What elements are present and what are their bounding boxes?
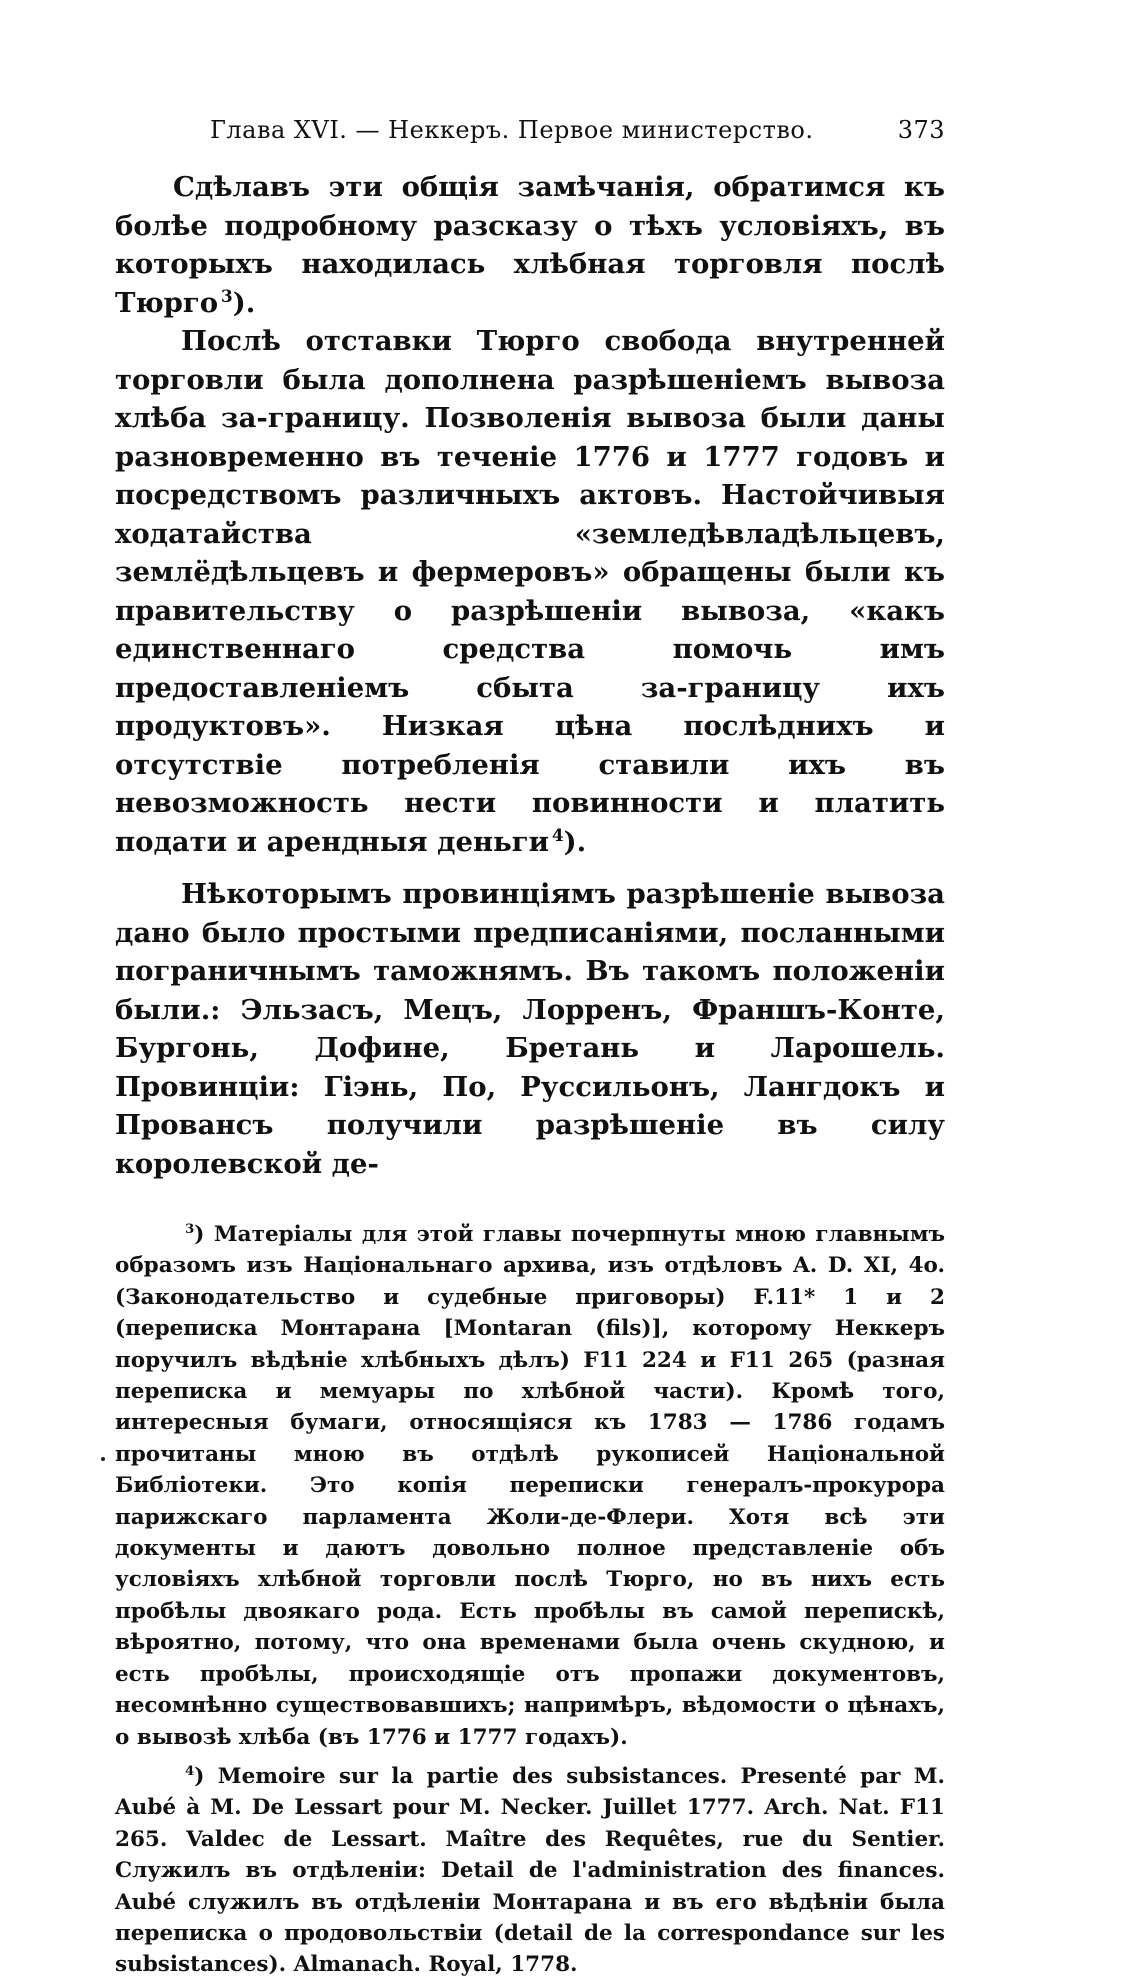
paragraph: [115, 875, 945, 1183]
paragraph-tail: ).: [563, 825, 587, 858]
main-text: [115, 168, 945, 1183]
paragraph: [115, 168, 945, 322]
chapter-title: Глава XVI. — Неккеръ. Первое министерство.: [210, 116, 814, 144]
paragraph-text: Нѣкоторымъ провинціямъ разрѣшеніе вывоза дано было простыми предписаніями, посланными пограничнымъ таможнямъ. Въ такомъ положеніи были.: Эльзасъ, Мецъ, Лорренъ, Франшъ-Конте, Бургонь, Дофине, Бретань и Ларошель. Провинціи: Гіэнь, По, Руссильонъ, Лангдокъ и Провансъ получили разрѣшеніе въ силу королевской де-: [115, 878, 945, 1180]
footnote: [115, 1761, 945, 1981]
footnote-ref: 3: [220, 286, 233, 307]
paragraph-tail: ).: [232, 286, 256, 319]
footnote-text: ) Матеріалы для этой главы почерпнуты мною главнымъ образомъ изъ Національнаго архива, изъ отдѣловъ A. D. XI, 4o. (Законодательство и судебные приговоры) F.11* 1 и 2 (переписка Монтарана [Montaran (fils)], которому Неккеръ поручилъ вѣдѣніе хлѣбныхъ дѣлъ) F11 224 и F11 265 (разная переписка и мемуары по хлѣбной части). Кромѣ того, интересныя бумаги, относящіяся къ 1783 — 1786 годамъ прочитаны мною въ отдѣлѣ рукописей Національной Библіотеки. Это копія переписки генералъ-прокурора парижскаго парламента Жоли-де-Флери. Хотя всѣ эти документы и даютъ довольно полное представленіе объ условіяхъ хлѣбной торговли послѣ Тюрго, но въ нихъ есть пробѣлы двоякаго рода. Есть пробѣлы въ самой перепискѣ, вѣроятно, потому, что она временами была очень скудною, и есть пробѣлы, происходящіе отъ пропажи документовъ, несомнѣнно существовавшихъ; напримѣръ, вѣдомости о цѣнахъ, о вывозѣ хлѣба (въ 1776 и 1777 годахъ).: [115, 1222, 945, 1750]
ink-speck: [101, 1457, 105, 1461]
running-header: [115, 100, 945, 144]
footnote-mark: 3: [185, 1220, 195, 1237]
footnotes: [115, 1219, 945, 1981]
paragraph-text: Сдѣлавъ эти общія замѣчанія, обратимся къ болѣе подробному разсказу о тѣхъ условіяхъ, въ которыхъ находилась хлѣбная торговля послѣ Тюрго: [115, 171, 945, 319]
paragraph-text: Послѣ отставки Тюрго свобода внутренней торговли была дополнена разрѣшеніемъ вывоза хлѣба за-границу. Позволенія вывоза были даны разновременно въ теченіе 1776 и 1777 годовъ и посредствомъ различныхъ актовъ. Настойчивыя ходатайства «земледѣвладѣльцевъ, землёдѣльцевъ и фермеровъ» обращены были къ правительству о разрѣшеніи вывоза, «какъ единственнаго средства помочь имъ предоставленіемъ сбыта за-границу ихъ продуктовъ». Низкая цѣна послѣднихъ и отсутствіе потребленія ставили ихъ въ невозможность нести повинности и платить подати и арендныя деньги: [115, 325, 945, 858]
footnote: [115, 1219, 945, 1753]
footnote-mark: 4: [185, 1762, 195, 1779]
footnote-ref: 4: [551, 825, 564, 846]
page-number: 373: [897, 116, 945, 144]
paragraph: [115, 322, 945, 861]
footnote-text: ) Memoire sur la partie des subsistances. Presenté par M. Aubé à M. De Lessart pour M. Necker. Juillet 1777. Arch. Nat. F11 265. Valdec de Lessart. Maître des Requêtes, rue du Sentier. Служилъ въ отдѣленіи: Detail de l'administration des finances. Aubé служилъ въ отдѣленіи Монтарана и въ его вѣдѣніи была переписка о продовольствіи (detail de la correspondance sur les subsistances). Almanach. Royal, 1778.: [115, 1763, 945, 1978]
book-page: [115, 100, 945, 1981]
